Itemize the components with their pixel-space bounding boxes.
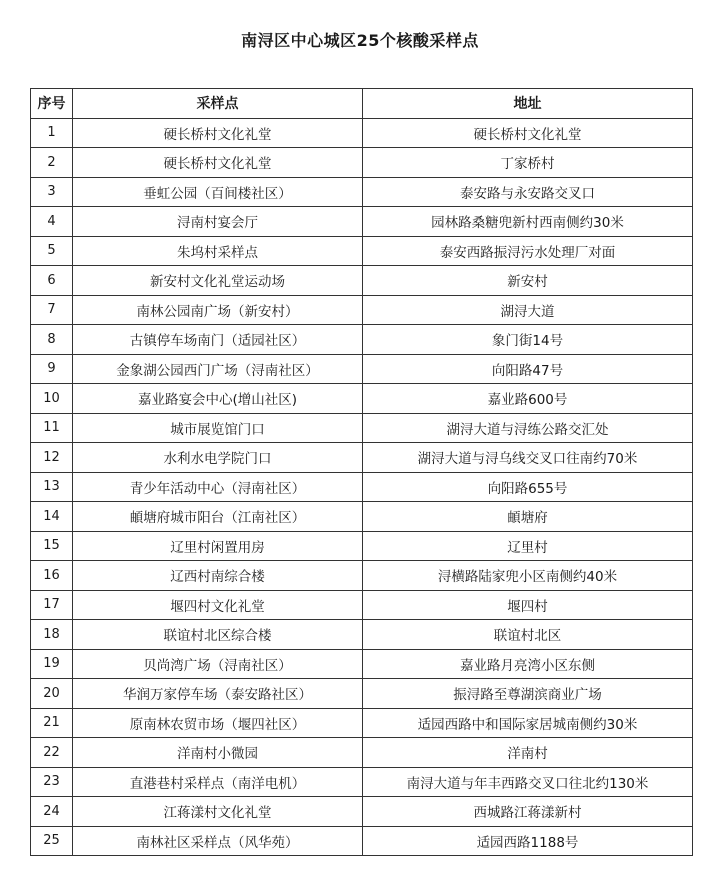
cell-sampling-point: 洋南村小微园 (73, 738, 363, 768)
cell-index: 20 (31, 679, 73, 709)
cell-sampling-point: 辽里村闲置用房 (73, 531, 363, 561)
table-row (31, 118, 693, 148)
table-row (31, 413, 693, 443)
header-sampling-point: 采样点 (73, 89, 363, 119)
table-row (31, 620, 693, 650)
cell-index: 24 (31, 797, 73, 827)
cell-index: 21 (31, 708, 73, 738)
cell-address: 湖浔大道与浔乌线交叉口往南约70米 (363, 443, 693, 473)
table-row (31, 797, 693, 827)
cell-sampling-point: 南林公园南广场（新安村） (73, 295, 363, 325)
cell-sampling-point: 硬长桥村文化礼堂 (73, 148, 363, 178)
cell-index: 5 (31, 236, 73, 266)
cell-sampling-point: 朱坞村采样点 (73, 236, 363, 266)
cell-sampling-point: 华润万家停车场（泰安路社区） (73, 679, 363, 709)
cell-sampling-point: 垂虹公园（百间楼社区） (73, 177, 363, 207)
cell-sampling-point: 南林社区采样点（风华苑） (73, 826, 363, 856)
cell-sampling-point: 古镇停车场南门（适园社区） (73, 325, 363, 355)
cell-address: 西城路江蒋漾新村 (363, 797, 693, 827)
cell-index: 2 (31, 148, 73, 178)
table-row (31, 325, 693, 355)
cell-index: 1 (31, 118, 73, 148)
table-row (31, 826, 693, 856)
cell-index: 10 (31, 384, 73, 414)
page-title: 南浔区中心城区25个核酸采样点 (241, 31, 479, 50)
table-row (31, 148, 693, 178)
cell-index: 23 (31, 767, 73, 797)
table-row (31, 767, 693, 797)
table-row (31, 708, 693, 738)
cell-sampling-point: 硬长桥村文化礼堂 (73, 118, 363, 148)
cell-index: 11 (31, 413, 73, 443)
cell-sampling-point: 联谊村北区综合楼 (73, 620, 363, 650)
cell-index: 14 (31, 502, 73, 532)
table-row (31, 502, 693, 532)
cell-sampling-point: 堰四村文化礼堂 (73, 590, 363, 620)
cell-address: 泰安路与永安路交叉口 (363, 177, 693, 207)
table-row (31, 649, 693, 679)
cell-sampling-point: 頔塘府城市阳台（江南社区） (73, 502, 363, 532)
cell-index: 22 (31, 738, 73, 768)
cell-address: 頔塘府 (363, 502, 693, 532)
cell-sampling-point: 金象湖公园西门广场（浔南社区） (73, 354, 363, 384)
cell-address: 向阳路655号 (363, 472, 693, 502)
cell-address: 振浔路至尊湖滨商业广场 (363, 679, 693, 709)
sampling-points-table (30, 88, 693, 856)
cell-index: 6 (31, 266, 73, 296)
table-row (31, 679, 693, 709)
cell-sampling-point: 水利水电学院门口 (73, 443, 363, 473)
cell-sampling-point: 新安村文化礼堂运动场 (73, 266, 363, 296)
table-row (31, 738, 693, 768)
table-row (31, 443, 693, 473)
cell-index: 17 (31, 590, 73, 620)
cell-sampling-point: 直港巷村采样点（南洋电机） (73, 767, 363, 797)
cell-sampling-point: 贝尚湾广场（浔南社区） (73, 649, 363, 679)
cell-address: 园林路桑糖兜新村西南侧约30米 (363, 207, 693, 237)
cell-address: 联谊村北区 (363, 620, 693, 650)
table-row (31, 531, 693, 561)
table-row (31, 295, 693, 325)
table-row (31, 236, 693, 266)
table-row (31, 177, 693, 207)
table-row (31, 561, 693, 591)
cell-sampling-point: 原南林农贸市场（堰四社区） (73, 708, 363, 738)
table-header-row (31, 89, 693, 119)
cell-address: 嘉业路600号 (363, 384, 693, 414)
table-row (31, 590, 693, 620)
cell-address: 堰四村 (363, 590, 693, 620)
cell-address: 洋南村 (363, 738, 693, 768)
cell-sampling-point: 嘉业路宴会中心(增山社区) (73, 384, 363, 414)
cell-index: 18 (31, 620, 73, 650)
cell-sampling-point: 辽西村南综合楼 (73, 561, 363, 591)
cell-index: 9 (31, 354, 73, 384)
cell-index: 15 (31, 531, 73, 561)
cell-address: 浔横路陆家兜小区南侧约40米 (363, 561, 693, 591)
cell-index: 12 (31, 443, 73, 473)
table-row (31, 472, 693, 502)
cell-address: 湖浔大道 (363, 295, 693, 325)
cell-index: 7 (31, 295, 73, 325)
cell-address: 湖浔大道与浔练公路交汇处 (363, 413, 693, 443)
cell-address: 丁家桥村 (363, 148, 693, 178)
cell-index: 25 (31, 826, 73, 856)
cell-address: 辽里村 (363, 531, 693, 561)
table-row (31, 266, 693, 296)
cell-index: 3 (31, 177, 73, 207)
cell-address: 象门街14号 (363, 325, 693, 355)
header-address: 地址 (363, 89, 693, 119)
cell-index: 4 (31, 207, 73, 237)
cell-sampling-point: 城市展览馆门口 (73, 413, 363, 443)
cell-address: 南浔大道与年丰西路交叉口往北约130米 (363, 767, 693, 797)
header-index: 序号 (31, 89, 73, 119)
table-row (31, 384, 693, 414)
cell-sampling-point: 青少年活动中心（浔南社区） (73, 472, 363, 502)
cell-index: 8 (31, 325, 73, 355)
table-row (31, 354, 693, 384)
cell-address: 适园西路1188号 (363, 826, 693, 856)
cell-sampling-point: 浔南村宴会厅 (73, 207, 363, 237)
cell-sampling-point: 江蒋漾村文化礼堂 (73, 797, 363, 827)
cell-address: 嘉业路月亮湾小区东侧 (363, 649, 693, 679)
table-row (31, 207, 693, 237)
cell-address: 泰安西路振浔污水处理厂对面 (363, 236, 693, 266)
cell-index: 16 (31, 561, 73, 591)
cell-index: 13 (31, 472, 73, 502)
cell-address: 适园西路中和国际家居城南侧约30米 (363, 708, 693, 738)
cell-index: 19 (31, 649, 73, 679)
cell-address: 新安村 (363, 266, 693, 296)
cell-address: 向阳路47号 (363, 354, 693, 384)
cell-address: 硬长桥村文化礼堂 (363, 118, 693, 148)
